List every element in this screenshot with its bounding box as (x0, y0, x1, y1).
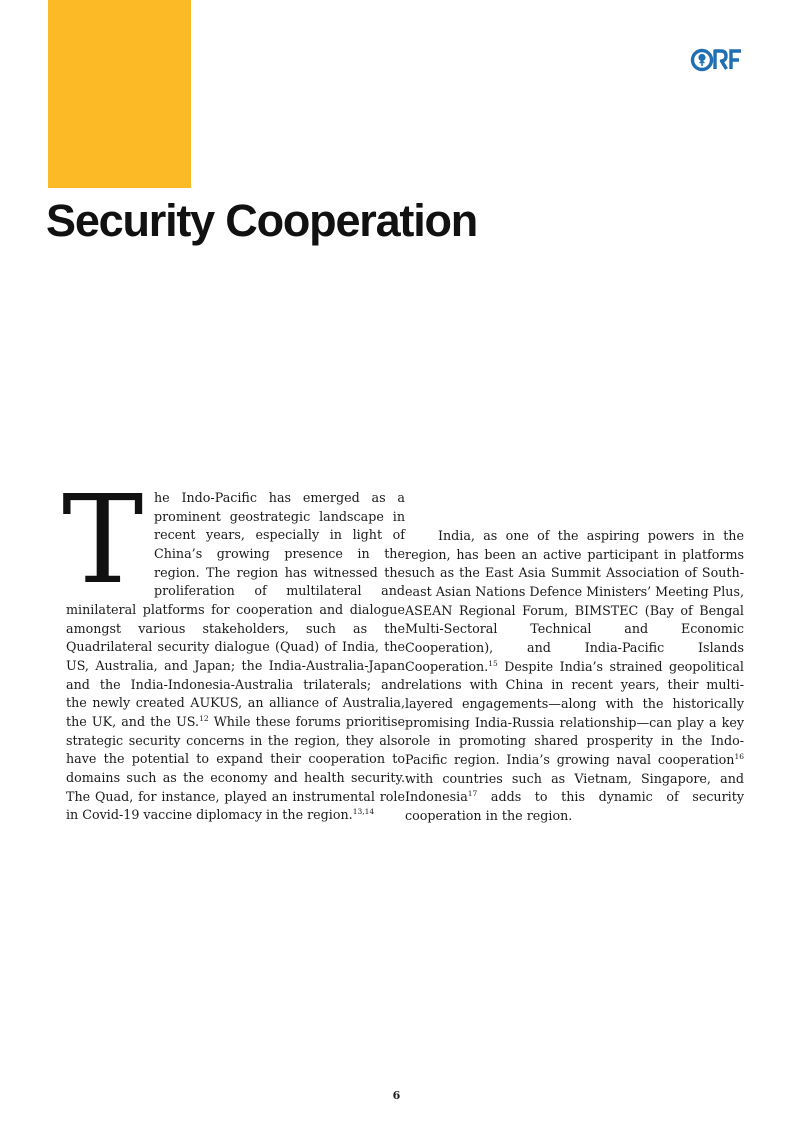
right-column (405, 527, 744, 826)
footnote-ref: 16 (734, 751, 744, 761)
footnote-ref: 17 (467, 788, 478, 798)
drop-cap: T (62, 469, 144, 611)
orf-logo (690, 45, 750, 75)
page-title: Security Cooperation (46, 195, 478, 246)
left-text-1: he Indo-Pacific has emerged as a prominent geostrategic landscape in recent years, especially in light of China’s growing presence in the region. The region has witnessed the proliferation of multilateral and minilateral platforms for cooperation and dialogue amongst various stakeholders, such as the Quadrilateral security dialogue (Quad) of India, the US, Australia, and Japan; the India-Australia-Japan and the India-Indonesia-Australia trilaterals; and the newly created AUKUS, an alliance of Australia, the UK, and the US. (66, 490, 405, 729)
footnote-ref: 13,14 (352, 806, 375, 816)
right-text-3: with countries such as Vietnam, Singapore, and Indonesia (405, 770, 744, 805)
accent-color-block (48, 0, 191, 188)
orf-logo-icon (690, 45, 750, 75)
left-paragraph (62, 469, 406, 825)
left-column (62, 469, 406, 825)
left-text-2: While these forums prioritise strategic security concerns in the region, they also have the potential to expand their cooperation to domains such as the economy and health security. The Quad, for instance, played an instrumental role in Covid-19 vaccine diplomacy in the region. (66, 713, 406, 823)
footnote-ref: 15 (488, 658, 498, 668)
right-paragraph (405, 527, 744, 826)
footnote-ref: 12 (199, 713, 209, 723)
right-text-2: Despite India’s strained geopolitical relations with China in recent years, their multi-layered engagements—along with the historically promising India-Russia relationship—can play a key role in promoting shared prosperity in the Indo-Pacific region. India’s growing naval cooperation (405, 658, 744, 767)
page-number: 6 (392, 1089, 401, 1102)
right-text-4: adds to this dynamic of security cooperation in the region. (405, 789, 744, 823)
right-text-1: India, as one of the aspiring powers in the region, has been an active participant in platforms such as the East Asia Summit Association of South-east Asian Nations Defence Ministers’ Meeting Plus, ASEAN Regional Forum, BIMSTEC (Bay of Bengal Multi-Sectoral Technical and Economic Cooperation), and India-Pacific Islands Cooperation. (405, 528, 744, 674)
